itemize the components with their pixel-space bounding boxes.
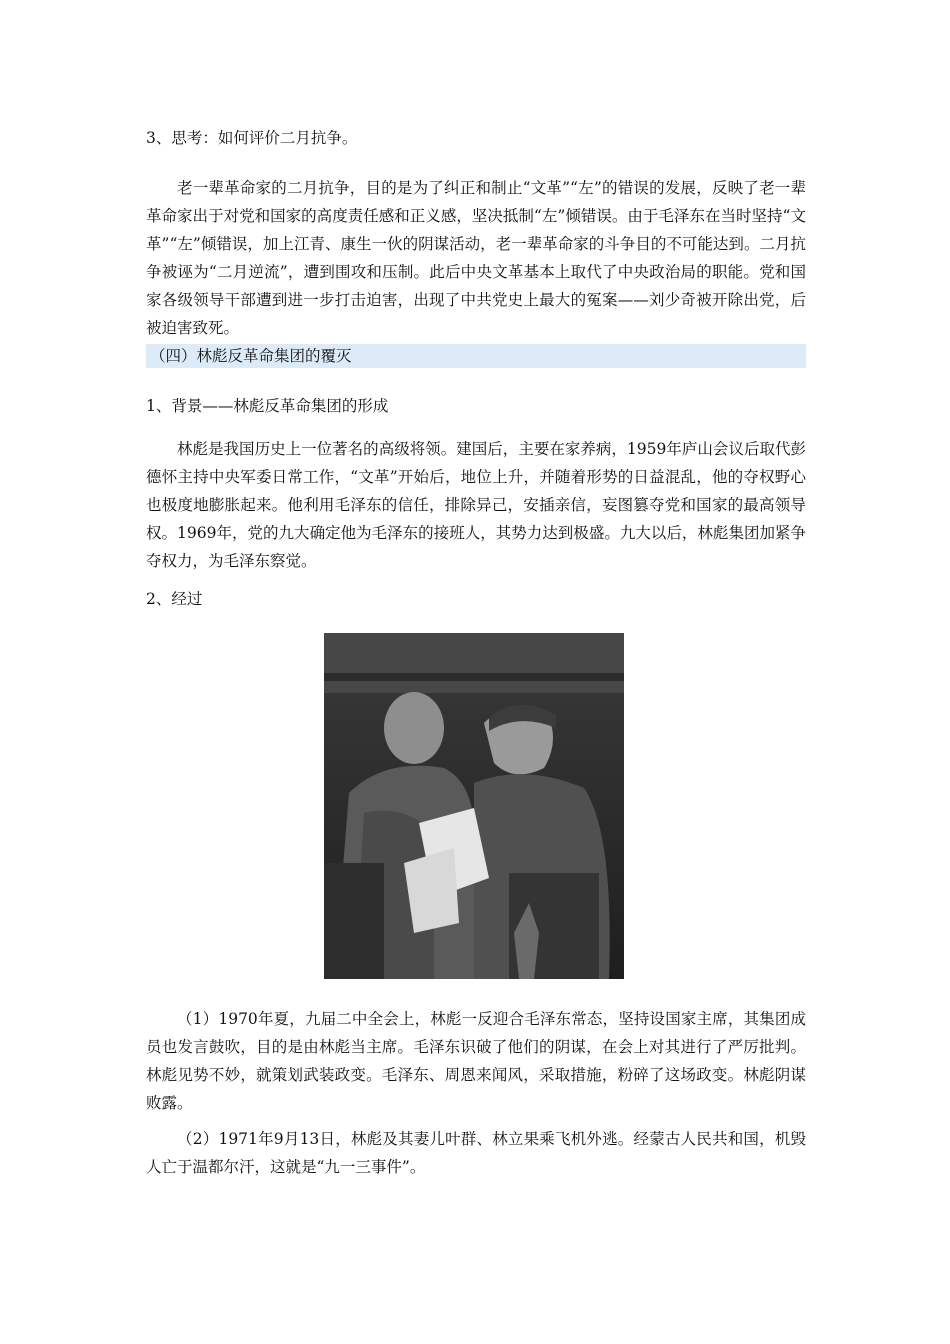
photo-illustration: [324, 633, 624, 979]
process-item-1: （1）1970年夏，九届二中全会上，林彪一反迎合毛泽东常态，坚持设国家主席，其集团成员也发言鼓吹，目的是由林彪当主席。毛泽东识破了他们的阴谋，在会上对其进行了严厉批判。林彪见势不妙，就策划武装政变。毛泽东、周恩来闻风，采取措施，粉碎了这场政变。林彪阴谋败露。: [146, 1010, 806, 1112]
historical-photo: [324, 633, 624, 979]
background-title: 1、背景——林彪反革命集团的形成: [146, 397, 389, 415]
section3-title: 3、思考：如何评价二月抗争。: [146, 129, 358, 147]
section4-title: （四）林彪反革命集团的覆灭: [146, 344, 806, 368]
process-title: 2、经过: [146, 590, 203, 608]
process-item-2: （2）1971年9月13日，林彪及其妻儿叶群、林立果乘飞机外逃。经蒙古人民共和国，机毁人亡于温都尔汗，这就是“九一三事件”。: [146, 1130, 806, 1176]
section3-body: 老一辈革命家的二月抗争，目的是为了纠正和制止“文革”“左”的错误的发展，反映了老一辈革命家出于对党和国家的高度责任感和正义感，坚决抵制“左”倾错误。由于毛泽东在当时坚持“文革”“左”倾错误，加上江青、康生一伙的阴谋活动，老一辈革命家的斗争目的不可能达到。二月抗争被诬为“二月逆流”，遭到围攻和压制。此后中央文革基本上取代了中央政治局的职能。党和国家各级领导干部遭到进一步打击迫害，出现了中共党史上最大的冤案——刘少奇被开除出党，后被迫害致死。: [146, 179, 806, 337]
background-body: 林彪是我国历史上一位著名的高级将领。建国后，主要在家养病，1959年庐山会议后取代彭德怀主持中央军委日常工作，“文革”开始后，地位上升，并随着形势的日益混乱，他的夺权野心也极度地膨胀起来。他利用毛泽东的信任，排除异己，安插亲信，妄图篡夺党和国家的最高领导权。1969年，党的九大确定他为毛泽东的接班人，其势力达到极盛。九大以后，林彪集团加紧争夺权力，为毛泽东察觉。: [146, 440, 806, 570]
